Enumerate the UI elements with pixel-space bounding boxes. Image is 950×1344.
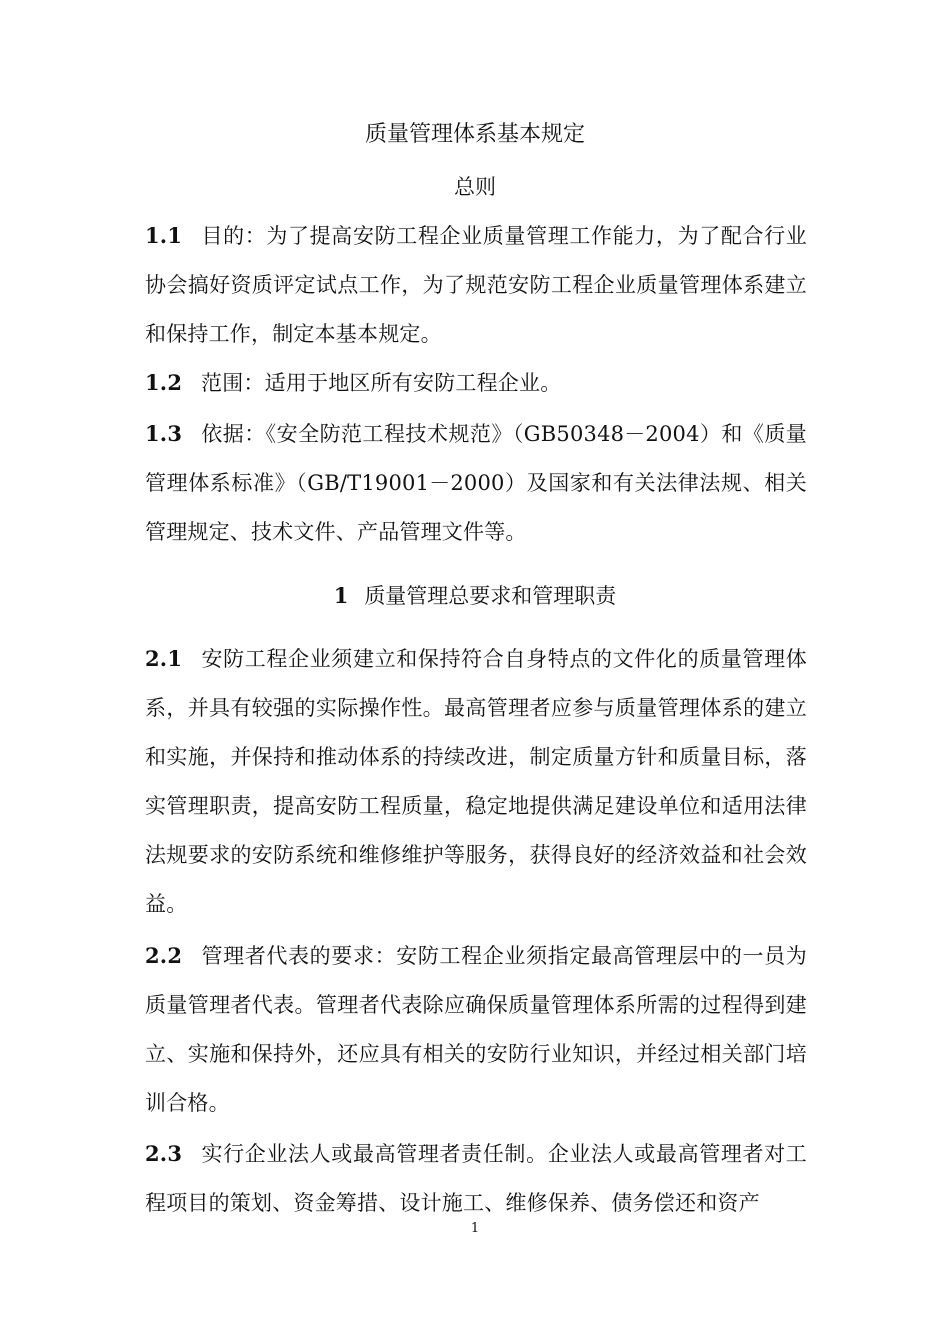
paragraph-1-1 bbox=[145, 211, 807, 359]
document-title: 质量管理体系基本规定 bbox=[364, 122, 585, 147]
page-number: 1 bbox=[470, 1221, 480, 1236]
clause-number: 1.3 bbox=[145, 421, 183, 446]
clause-number: 2.3 bbox=[145, 1141, 183, 1166]
clause-number: 2.2 bbox=[145, 943, 183, 968]
clause-number: 1.2 bbox=[145, 370, 183, 395]
section-subtitle: 总则 bbox=[454, 175, 496, 199]
section-heading-number: 1 bbox=[333, 583, 349, 608]
clause-text: 管理者代表的要求：安防工程企业须指定最高管理层中的一员为质量管理者代表。管理者代表除应确保质量管理体系所需的过程得到建立、实施和保持外，还应具有相关的安防行业知识，并经过相关部门培训合格。 bbox=[145, 944, 807, 1115]
paragraph-2-1 bbox=[145, 634, 807, 929]
clause-text: 范围：适用于地区所有安防工程企业。 bbox=[201, 371, 562, 395]
paragraph-2-2 bbox=[145, 931, 807, 1128]
clause-number: 1.1 bbox=[145, 223, 183, 248]
paragraph-1-3 bbox=[145, 409, 807, 557]
paragraph-2-3 bbox=[145, 1129, 807, 1228]
clause-text: 实行企业法人或最高管理者责任制。企业法人或最高管理者对工程项目的策划、资金筹措、设计施工、维修保养、债务偿还和资产 bbox=[145, 1142, 807, 1215]
clause-text: 依据：《安全防范工程技术规范》（GB50348－2004）和《质量管理体系标准》（GB/T19001－2000）及国家和有关法律法规、相关管理规定、技术文件、产品管理文件等。 bbox=[145, 422, 807, 544]
section-heading bbox=[0, 582, 950, 610]
clause-text: 安防工程企业须建立和保持符合自身特点的文件化的质量管理体系，并具有较强的实际操作性。最高管理者应参与质量管理体系的建立和实施，并保持和推动体系的持续改进，制定质量方针和质量目标，落实管理职责，提高安防工程质量，稳定地提供满足建设单位和适用法律法规要求的安防系统和维修维护等服务，获得良好的经济效益和社会效益。 bbox=[145, 647, 807, 916]
paragraph-1-2 bbox=[145, 358, 807, 408]
clause-number: 2.1 bbox=[145, 646, 183, 671]
section-heading-text: 质量管理总要求和管理职责 bbox=[364, 584, 617, 608]
clause-text: 目的：为了提高安防工程企业质量管理工作能力，为了配合行业协会搞好资质评定试点工作，为了规范安防工程企业质量管理体系建立和保持工作，制定本基本规定。 bbox=[145, 224, 807, 346]
